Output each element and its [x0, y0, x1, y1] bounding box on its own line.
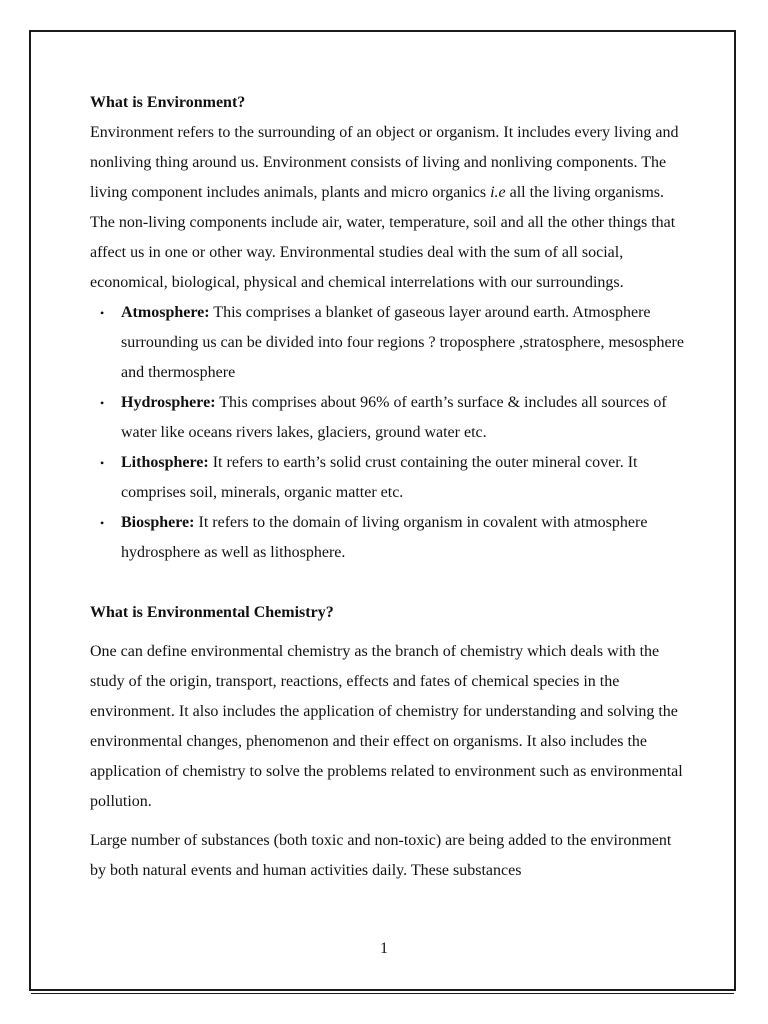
list-item-lithosphere [90, 448, 690, 508]
document-body [90, 88, 690, 886]
section-heading-environmental-chemistry: What is Environmental Chemistry? [90, 604, 334, 621]
environmental-chemistry-paragraph: One can define environmental chemistry as the branch of chemistry which deals with the study of the origin, transport, reactions, effects and fates of chemical species in the environment. It also includes the application of chemistry for understanding and solving the environmental changes, phenomenon and their effect on organisms. It also includes the application of chemistry to solve the problems related to environment such as environmental pollution. [90, 643, 683, 810]
bullet-icon: • [100, 456, 105, 470]
environment-paragraph-part-a: Environment refers to the surrounding of an object or organism. It includes every living and nonliving thing around us. Environment consists of living and nonliving components. The living component includes animals, plants and micro organics [90, 124, 679, 201]
spheres-list [90, 298, 690, 568]
list-item-biosphere [90, 508, 690, 568]
section-heading-environment: What is Environment? [90, 94, 246, 111]
list-item-hydrosphere [90, 388, 690, 448]
bullet-icon: • [100, 306, 105, 320]
definition-lithosphere: It refers to earth’s solid crust containing the outer mineral cover. It comprises soil, minerals, organic matter etc. [121, 454, 638, 501]
bullet-icon: • [100, 516, 105, 530]
environment-paragraph-ie: i.e [490, 184, 506, 201]
paragraph-spacer [90, 817, 690, 826]
term-atmosphere: Atmosphere: [121, 304, 210, 321]
term-biosphere: Biosphere: [121, 514, 195, 531]
definition-biosphere: It refers to the domain of living organism in covalent with atmosphere hydrosphere as well as lithosphere. [121, 514, 648, 561]
bullet-icon: • [100, 396, 105, 410]
list-item-atmosphere [90, 298, 690, 388]
definition-hydrosphere: This comprises about 96% of earth’s surface & includes all sources of water like oceans rivers lakes, glaciers, ground water etc. [121, 394, 667, 441]
section-spacer [90, 568, 690, 598]
definition-atmosphere: This comprises a blanket of gaseous layer around earth. Atmosphere surrounding us can be divided into four regions ? troposphere ,stratosphere, mesosphere and thermosphere [121, 304, 684, 381]
environment-paragraph-part-b: all the living organisms. The non-living components include air, water, temperature, soil and all the other things that affect us in one or other way. Environmental studies deal with the sum of all social, economical, biological, physical and chemical interrelations with our surroundings. [90, 184, 676, 291]
substances-paragraph: Large number of substances (both toxic and non-toxic) are being added to the environment by both natural events and human activities daily. These substances [90, 832, 672, 879]
term-hydrosphere: Hydrosphere: [121, 394, 216, 411]
page-number: 1 [380, 940, 388, 957]
environment-paragraph [90, 118, 690, 298]
term-lithosphere: Lithosphere: [121, 454, 209, 471]
paragraph-spacer [90, 628, 690, 637]
